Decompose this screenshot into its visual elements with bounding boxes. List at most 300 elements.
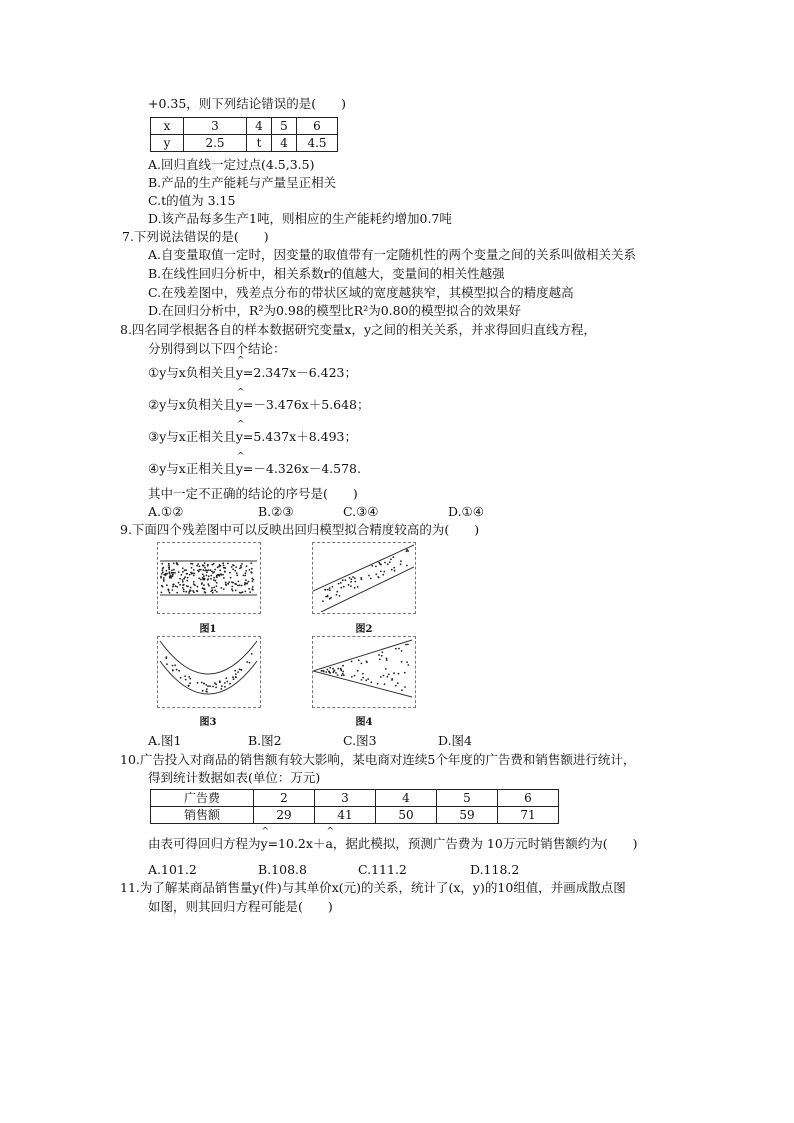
- residual-point: [406, 661, 408, 663]
- residual-point: [204, 567, 206, 569]
- residual-point: [160, 576, 162, 578]
- table-cell: 5: [272, 118, 297, 135]
- residual-point: [208, 585, 210, 587]
- residual-point: [232, 676, 234, 678]
- residual-point: [227, 583, 229, 585]
- residual-point: [186, 580, 188, 582]
- residual-point: [197, 570, 199, 572]
- q7-option-c: C.在残差图中，残差点分布的带状区域的宽度越狭窄，其模型拟合的精度越高: [148, 285, 574, 300]
- q9-option-c: C.图3: [343, 733, 377, 748]
- residual-plot-1-svg: [158, 543, 259, 612]
- residual-point: [215, 580, 217, 582]
- residual-point: [197, 586, 199, 588]
- residual-point: [207, 578, 209, 580]
- residual-point: [245, 579, 247, 581]
- residual-point: [224, 686, 226, 688]
- residual-point: [210, 575, 212, 577]
- residual-point: [189, 678, 191, 680]
- residual-point: [235, 673, 237, 675]
- residual-point: [351, 676, 353, 678]
- residual-point: [252, 586, 254, 588]
- residual-point: [236, 575, 238, 577]
- residual-point: [184, 569, 186, 571]
- residual-point: [392, 556, 394, 558]
- residual-point: [225, 582, 227, 584]
- residual-point: [361, 679, 363, 681]
- residual-point: [235, 676, 237, 678]
- residual-point: [342, 673, 344, 675]
- residual-point: [211, 587, 213, 589]
- residual-point: [244, 591, 246, 593]
- residual-point: [205, 592, 207, 594]
- residual-point: [371, 565, 373, 567]
- residual-point: [229, 572, 231, 574]
- residual-point: [404, 686, 406, 688]
- residual-point: [215, 687, 217, 689]
- q7-stem: 7.下列说法错误的是( ): [122, 229, 269, 244]
- residual-point: [187, 577, 189, 579]
- residual-point: [384, 683, 386, 685]
- residual-point: [183, 591, 185, 593]
- q11-stem-2: 如图，则其回归方程可能是( ): [148, 899, 333, 914]
- q10-stem: 10.广告投入对商品的销售额有较大影响，某电商对连续5个年度的广告费和销售额进行统计，: [120, 752, 636, 767]
- residual-point: [165, 573, 167, 575]
- residual-point: [340, 670, 342, 672]
- band-line: [313, 545, 414, 591]
- residual-point: [169, 592, 171, 594]
- residual-point: [241, 563, 243, 565]
- residual-point: [345, 579, 347, 581]
- residual-point: [222, 562, 224, 564]
- residual-point: [161, 570, 163, 572]
- residual-point: [232, 590, 234, 592]
- residual-point: [214, 682, 216, 684]
- residual-point: [401, 661, 403, 663]
- residual-point: [214, 569, 216, 571]
- residual-point: [338, 583, 340, 585]
- residual-point: [383, 571, 385, 573]
- residual-point: [337, 668, 339, 670]
- table-cell: 2: [254, 790, 315, 807]
- residual-point: [196, 565, 198, 567]
- residual-point: [343, 586, 345, 588]
- residual-point: [202, 573, 204, 575]
- residual-point: [190, 572, 192, 574]
- residual-point: [220, 574, 222, 576]
- residual-point: [382, 574, 384, 576]
- band-line: [313, 640, 412, 671]
- band-curve: [160, 641, 257, 674]
- residual-point: [244, 582, 246, 584]
- residual-point: [235, 566, 237, 568]
- residual-point: [243, 575, 245, 577]
- residual-point: [200, 569, 202, 571]
- residual-point: [179, 584, 181, 586]
- residual-point: [172, 575, 174, 577]
- residual-point: [180, 677, 182, 679]
- residual-point: [246, 565, 248, 567]
- residual-point: [321, 670, 323, 672]
- residual-point: [398, 648, 400, 650]
- residual-point: [394, 570, 396, 572]
- residual-point: [203, 575, 205, 577]
- q10-option-b: B.108.8: [258, 862, 307, 877]
- q9-option-a: A.图1: [148, 733, 182, 748]
- residual-point: [216, 591, 218, 593]
- residual-point: [193, 575, 195, 577]
- residual-point: [231, 581, 233, 583]
- residual-point: [342, 579, 344, 581]
- residual-point: [204, 588, 206, 590]
- residual-point: [341, 674, 343, 676]
- band-curve: [160, 661, 257, 694]
- residual-point: [407, 664, 409, 666]
- residual-point: [327, 596, 329, 598]
- residual-point: [219, 680, 221, 682]
- residual-point: [186, 573, 188, 575]
- residual-point: [182, 571, 184, 573]
- table-cell: 销售额: [151, 807, 254, 824]
- residual-point: [248, 581, 250, 583]
- residual-point: [380, 570, 382, 572]
- table-cell: 4.5: [297, 135, 338, 152]
- q10-table: [150, 789, 559, 824]
- residual-point: [211, 564, 213, 566]
- residual-point: [171, 572, 173, 574]
- residual-point: [350, 581, 352, 583]
- table-cell: y: [151, 135, 184, 152]
- residual-point: [249, 662, 251, 664]
- residual-point: [201, 682, 203, 684]
- residual-point: [380, 676, 382, 678]
- residual-point: [235, 590, 237, 592]
- residual-point: [365, 679, 367, 681]
- residual-plot-2: [312, 542, 416, 614]
- residual-point: [232, 568, 234, 570]
- figure-caption-1: 图1: [199, 624, 217, 635]
- q8-conclusion-1: ①y与x负相关且^ y=2.347x－6.423；: [148, 365, 357, 381]
- residual-point: [228, 581, 230, 583]
- residual-points: [160, 562, 254, 594]
- residual-point: [241, 585, 243, 587]
- table-cell: 4: [247, 118, 272, 135]
- residual-point: [248, 588, 250, 590]
- residual-point: [381, 655, 383, 657]
- residual-point: [354, 675, 356, 677]
- residual-point: [375, 566, 377, 568]
- residual-point: [350, 585, 352, 587]
- q8-ask: 其中一定不正确的结论的序号是( ): [148, 486, 358, 501]
- q10-option-c: C.111.2: [358, 862, 407, 877]
- residual-point: [161, 563, 163, 565]
- residual-point: [202, 569, 204, 571]
- residual-point: [234, 583, 236, 585]
- residual-point: [166, 570, 168, 572]
- residual-point: [212, 686, 214, 688]
- residual-point: [252, 580, 254, 582]
- residual-point: [406, 550, 408, 552]
- residual-point: [190, 590, 192, 592]
- table-cell: 6: [498, 790, 559, 807]
- residual-point: [182, 581, 184, 583]
- residual-point: [237, 585, 239, 587]
- residual-point: [229, 683, 231, 685]
- residual-point: [162, 586, 164, 588]
- residual-plot-3-svg: [158, 637, 259, 706]
- residual-point: [336, 591, 338, 593]
- residual-point: [219, 575, 221, 577]
- residual-point: [227, 563, 229, 565]
- q6-option-a: A.回归直线一定过点(4.5,3.5): [148, 157, 315, 172]
- table-cell: 3: [184, 118, 247, 135]
- residual-point: [176, 592, 178, 594]
- residual-point: [193, 591, 195, 593]
- residual-point: [348, 584, 350, 586]
- residual-point: [362, 677, 364, 679]
- residual-plot-3: [157, 636, 261, 708]
- figure-caption-3: 图3: [199, 717, 217, 728]
- q6-option-c: C.t的值为 3.15: [148, 193, 236, 208]
- q8-option-c: C.③④: [343, 504, 379, 519]
- q8-stem-2: 分别得到以下四个结论：: [148, 341, 286, 356]
- residual-point: [388, 674, 390, 676]
- residual-point: [335, 672, 337, 674]
- residual-point: [231, 588, 233, 590]
- residual-point: [370, 578, 372, 580]
- table-cell: 5: [437, 790, 498, 807]
- residual-point: [188, 592, 190, 594]
- residual-point: [224, 682, 226, 684]
- residual-point: [204, 562, 206, 564]
- residual-point: [214, 590, 216, 592]
- q8-option-a: A.①②: [148, 504, 184, 519]
- residual-point: [218, 566, 220, 568]
- residual-point: [197, 682, 199, 684]
- residual-point: [169, 577, 171, 579]
- residual-point: [183, 589, 185, 591]
- table-cell: 4: [272, 135, 297, 152]
- residual-point: [191, 567, 193, 569]
- residual-point: [352, 576, 354, 578]
- residual-point: [175, 585, 177, 587]
- residual-point: [343, 674, 345, 676]
- residual-point: [173, 563, 175, 565]
- residual-point: [185, 591, 187, 593]
- residual-point: [207, 583, 209, 585]
- residual-point: [183, 584, 185, 586]
- band-line: [313, 671, 412, 697]
- residual-plot-1: [157, 542, 261, 614]
- residual-point: [166, 663, 168, 665]
- residual-point: [377, 576, 379, 578]
- residual-point: [163, 574, 165, 576]
- residual-point: [185, 679, 187, 681]
- residual-point: [173, 583, 175, 585]
- residual-point: [201, 583, 203, 585]
- q7-option-d: D.在回归分析中，R²为0.98的模型比R²为0.80的模型拟合的效果好: [148, 303, 522, 318]
- residual-point: [171, 569, 173, 571]
- residual-point: [168, 566, 170, 568]
- residual-point: [163, 579, 165, 581]
- residual-point: [386, 658, 388, 660]
- residual-point: [172, 665, 174, 667]
- residual-point: [400, 563, 402, 565]
- residual-point: [250, 571, 252, 573]
- residual-point: [182, 567, 184, 569]
- residual-point: [221, 685, 223, 687]
- residual-point: [223, 588, 225, 590]
- residual-point: [387, 676, 389, 678]
- residual-point: [252, 589, 254, 591]
- q10-option-a: A.101.2: [148, 862, 197, 877]
- q11-stem: 11.为了解某商品销售量y(件)与其单价x(元)的关系，统计了(x，y)的10组值，并画成散点图: [120, 880, 626, 895]
- residual-point: [172, 589, 174, 591]
- residual-point: [322, 600, 324, 602]
- q8-option-b: B.②③: [258, 504, 294, 519]
- residual-point: [189, 682, 191, 684]
- residual-point: [395, 685, 397, 687]
- table-cell: 4: [376, 790, 437, 807]
- band-line: [321, 567, 414, 612]
- residual-point: [349, 577, 351, 579]
- residual-point: [216, 585, 218, 587]
- residual-point: [251, 653, 253, 655]
- residual-point: [386, 659, 388, 661]
- residual-point: [224, 567, 226, 569]
- residual-point: [387, 563, 389, 565]
- residual-point: [172, 572, 174, 574]
- residual-point: [224, 571, 226, 573]
- residual-point: [194, 573, 196, 575]
- residual-point: [207, 685, 209, 687]
- residual-point: [234, 670, 236, 672]
- residual-point: [206, 688, 208, 690]
- residual-point: [206, 570, 208, 572]
- residual-point: [327, 589, 329, 591]
- residual-point: [202, 565, 204, 567]
- residual-point: [184, 576, 186, 578]
- residual-point: [183, 578, 185, 580]
- residual-point: [383, 675, 385, 677]
- residual-plot-4: [312, 636, 416, 708]
- q10-stem-2: 得到统计数据如表(单位：万元): [148, 770, 321, 785]
- residual-point: [239, 568, 241, 570]
- q8-conclusion-2: ②y与x负相关且^ y=－3.476x＋5.648；: [148, 397, 369, 413]
- residual-point: [239, 668, 241, 670]
- residual-plot-4-svg: [313, 637, 414, 706]
- residual-point: [406, 565, 408, 567]
- residual-point: [251, 568, 253, 570]
- residual-points: [321, 644, 410, 692]
- table-cell: 3: [315, 790, 376, 807]
- residual-point: [208, 575, 210, 577]
- q8-stem: 8.四名同学根据各自的样本数据研究变量x，y之间的相关关系，并求得回归直线方程，: [120, 322, 597, 337]
- table-cell: 29: [254, 807, 315, 824]
- residual-point: [192, 563, 194, 565]
- residual-point: [245, 570, 247, 572]
- residual-point: [178, 670, 180, 672]
- residual-point: [213, 577, 215, 579]
- residual-point: [323, 671, 325, 673]
- residual-point: [202, 690, 204, 692]
- residual-point: [213, 571, 215, 573]
- table-cell: x: [151, 118, 184, 135]
- residual-point: [240, 565, 242, 567]
- residual-point: [193, 569, 195, 571]
- residual-point: [176, 669, 178, 671]
- residual-point: [200, 579, 202, 581]
- q6-option-b: B.产品的生产能耗与产量呈正相关: [148, 175, 337, 190]
- residual-point: [198, 577, 200, 579]
- residual-point: [188, 676, 190, 678]
- residual-point: [210, 578, 212, 580]
- q10-equation-line: 由表可得回归方程为^ y=10.2x＋^ a，据此模拟，预测广告费为 10万元时销售额约为( ): [148, 836, 638, 852]
- residual-point: [181, 574, 183, 576]
- residual-point: [162, 571, 164, 573]
- residual-point: [193, 581, 195, 583]
- residual-point: [328, 671, 330, 673]
- residual-point: [206, 575, 208, 577]
- q10-option-d: D.118.2: [470, 862, 520, 877]
- residual-point: [401, 689, 403, 691]
- q6-table: [150, 117, 338, 152]
- residual-points: [165, 653, 252, 693]
- residual-point: [239, 584, 241, 586]
- residual-point: [182, 579, 184, 581]
- residual-point: [389, 561, 391, 563]
- residual-point: [193, 583, 195, 585]
- residual-point: [223, 577, 225, 579]
- residual-point: [354, 581, 356, 583]
- residual-point: [204, 578, 206, 580]
- table-cell: 41: [315, 807, 376, 824]
- residual-point: [329, 587, 331, 589]
- residual-point: [188, 685, 190, 687]
- table-cell: 71: [498, 807, 559, 824]
- residual-point: [168, 568, 170, 570]
- residual-point: [342, 671, 344, 673]
- residual-point: [381, 651, 383, 653]
- residual-point: [204, 570, 206, 572]
- residual-point: [176, 562, 178, 564]
- residual-point: [219, 570, 221, 572]
- residual-point: [342, 665, 344, 667]
- residual-point: [246, 661, 248, 663]
- residual-point: [401, 650, 403, 652]
- residual-point: [377, 683, 379, 685]
- residual-point: [340, 587, 342, 589]
- residual-point: [210, 590, 212, 592]
- residual-point: [400, 560, 402, 562]
- residual-point: [245, 572, 247, 574]
- residual-point: [173, 569, 175, 571]
- residual-point: [189, 574, 191, 576]
- residual-point: [225, 677, 227, 679]
- residual-point: [251, 578, 253, 580]
- residual-point: [246, 583, 248, 585]
- residual-point: [172, 574, 174, 576]
- residual-point: [172, 586, 174, 588]
- residual-point: [329, 667, 331, 669]
- residual-point: [203, 683, 205, 685]
- residual-point: [378, 654, 380, 656]
- residual-point: [231, 566, 233, 568]
- residual-point: [220, 688, 222, 690]
- residual-point: [166, 656, 168, 658]
- residual-point: [239, 592, 241, 594]
- residual-point: [385, 668, 387, 670]
- residual-point: [405, 644, 407, 646]
